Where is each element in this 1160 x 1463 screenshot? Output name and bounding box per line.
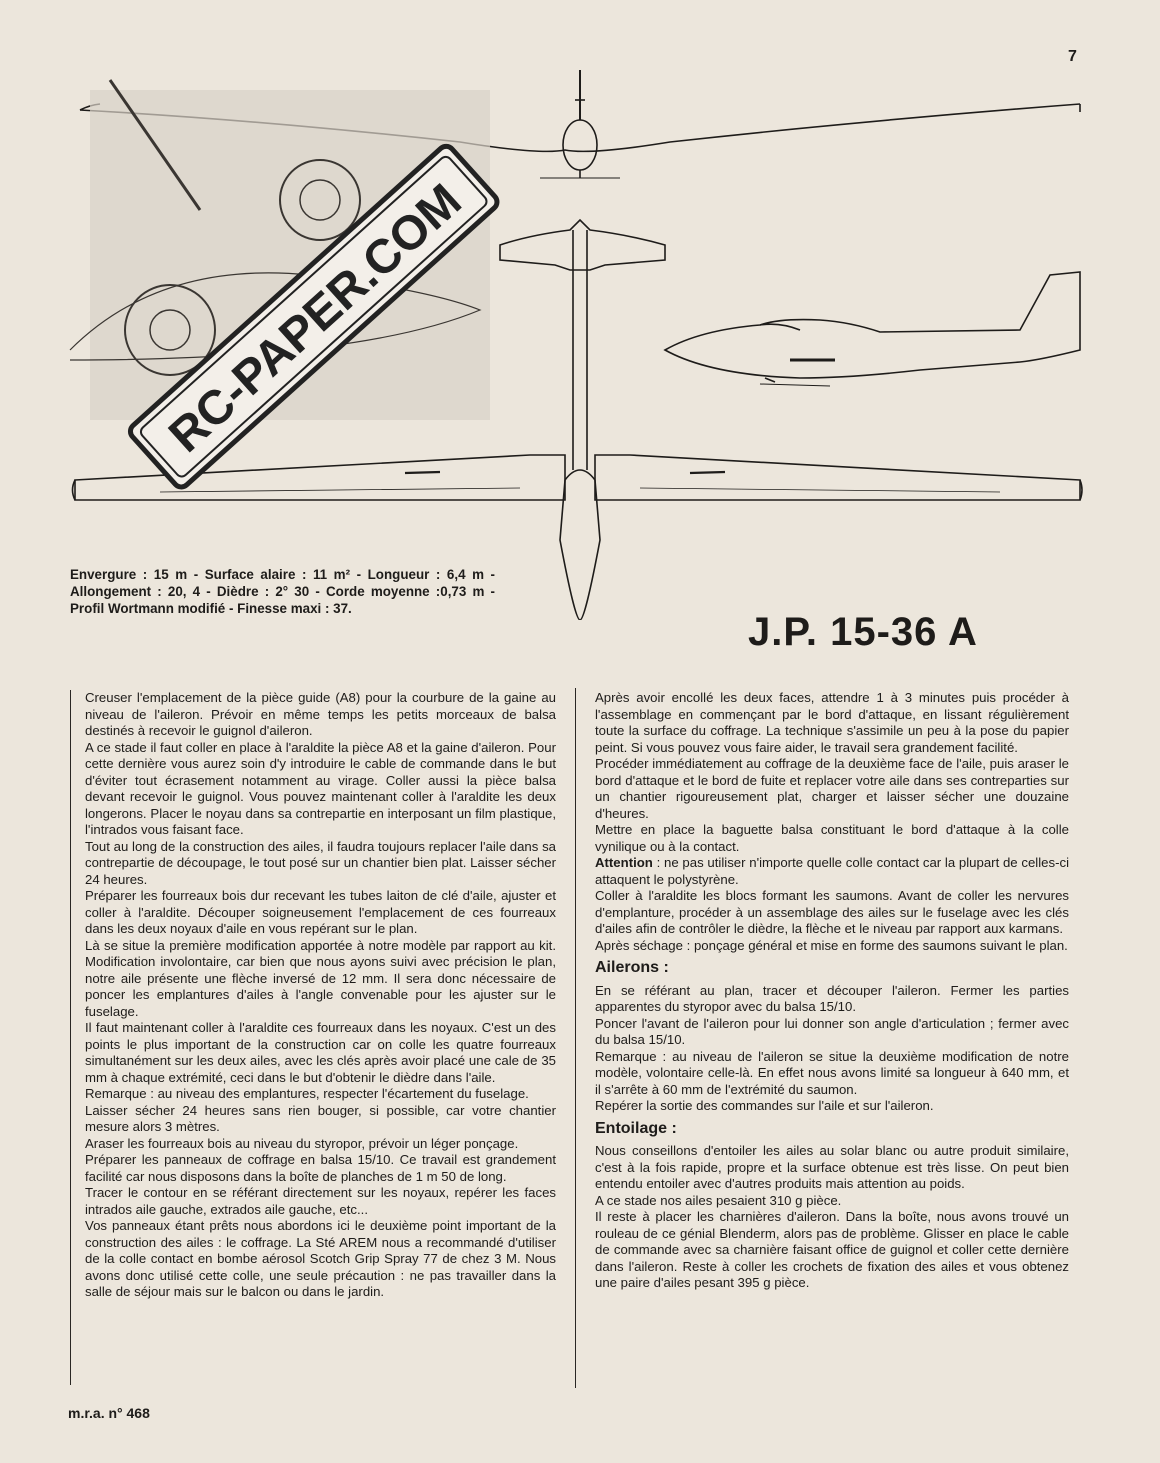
paragraph: Après avoir encollé les deux faces, attendre 1 à 3 minutes puis procéder à l'assemblage en commençant par le bord d'attaque, en lissant régulièrement toute la surface du coffrage. La technique s'assimile un peu à la pose du papier peint. Si vous pouvez vous faire aider, le travail sera grandement facilité. <box>595 690 1069 755</box>
glider-three-view-drawing <box>60 60 1100 620</box>
paragraph: Remarque : au niveau des emplantures, respecter l'écartement du fuselage. <box>85 1086 529 1101</box>
specifications: Envergure : 15 m - Surface alaire : 11 m² - Longueur : 6,4 m - Allongement : 20, 4 - Dièdre : 2° 30 - Corde moyenne :0,73 m - Profil Wortmann modifié - Finesse maxi : 37. <box>70 567 495 616</box>
paragraph: Vos panneaux étant prêts nous abordons ici le deuxième point important de la construction des ailes : le coffrage. La Sté AREM nous a recommandé d'utiliser de la colle contact en bombe aérosol Scotch Grip Spray 77 de chez 3 M. Nous avons donc utilisé cette colle, une seule précaution : ne pas travailler dans la salle de séjour mais sur le balcon ou dans le jardin. <box>85 1218 556 1299</box>
svg-text:RC-PAPER.COM: RC-PAPER.COM <box>159 174 472 463</box>
paragraph: En se référant au plan, tracer et découper l'aileron. Fermer les parties apparentes du styropor avec du balsa 15/10. <box>595 982 1069 1014</box>
side-view <box>665 272 1080 386</box>
paragraph: Préparer les fourreaux bois dur recevant les tubes laiton de clé d'aile, ajuster et coller à l'araldite. Découper soigneusement l'emplacement de ces fourreaux dans les deux noyaux d'aile en vous repérant sur le plan. <box>85 888 556 936</box>
paragraph: Procéder immédiatement au coffrage de la deuxième face de l'aile, puis araser le bord d'attaque et le bord de fuite et replacer votre aile dans ses contreparties sur un chantier rigoureusement plat, charger et laisser sécher une douzaine d'heures. <box>595 756 1069 821</box>
paragraph: Préparer les panneaux de coffrage en balsa 15/10. Ce travail est grandement facilité car nous disposons dans la boîte de planches de 1 m 50 de long. <box>85 1152 556 1184</box>
page-number: 7 <box>1068 48 1077 65</box>
paragraph: Mettre en place la baguette balsa constituant le bord d'attaque à la colle vynilique ou à la contact. <box>595 822 1069 854</box>
right-column <box>595 690 1069 1292</box>
paragraph: Tracer le contour en se référant directement sur les noyaux, repérer les faces intrados aile gauche, extrados aile gauche, etc... <box>85 1185 556 1217</box>
entoilage-heading: Entoilage : <box>595 1119 677 1137</box>
attention-paragraph <box>595 855 1069 888</box>
paragraph: Repérer la sortie des commandes sur l'aile et sur l'aileron. <box>595 1098 934 1113</box>
paragraph: Remarque : au niveau de l'aileron se situe la deuxième modification de notre modèle, volontaire celle-là. En effet nous avons limité sa longueur à 640 mm, et il s'arrête à 60 mm de l'extrémité du saumon. <box>595 1048 1069 1097</box>
attention-text: : ne pas utiliser n'importe quelle colle contact car la plupart de celles-ci attaquent le polystyrène. <box>595 855 1069 887</box>
attention-label: Attention <box>595 855 653 870</box>
paragraph: Il reste à placer les charnières d'aileron. Dans la boîte, nous avons trouvé un rouleau de ce génial Blenderm, alors pas de problème. Glisser en place le cable de commande avec sa charnière faisant office de guignol et coller cette dernière dans l'aileron. Reste à coller les crochets de fixation des ailes et vous obtenez une paire d'ailes pesant 395 g pièce. <box>595 1209 1069 1290</box>
paragraph: A ce stade il faut coller en place à l'araldite la pièce A8 et la gaine d'aileron. Pour cette dernière vous aurez soin d'y introduire le cable de commande dans le but d'éviter tout écrasement notamment au virage. Coller aussi la pièce balsa devant recevoir le guignol. Vous pouvez maintenant coller à l'araldite les deux longerons. Placer le noyau dans sa contrepartie en interposant un film plastique, l'intrados vous faisant face. <box>85 739 556 837</box>
paragraph: Tout au long de la construction des ailes, il faudra toujours replacer l'aile dans sa contrepartie de découpage, le tout posé sur un chantier bien plat. Laisser sécher 24 heures. <box>85 838 556 887</box>
paragraph: Après séchage : ponçage général et mise en forme des saumons suivant le plan. <box>595 937 1068 953</box>
column-divider <box>575 688 576 1388</box>
left-column <box>85 690 556 1301</box>
paragraph: Nous conseillons d'entoiler les ailes au solar blanc ou autre produit similaire, c'est à la fois rapide, propre et la surface obtenue est très lisse. On peut bien entendu entoiler avec d'autres produits mais attention au poids. <box>595 1143 1069 1191</box>
ailerons-heading: Ailerons : <box>595 959 669 976</box>
paragraph: A ce stade nos ailes pesaient 310 g pièce. <box>595 1192 842 1208</box>
paragraph: Creuser l'emplacement de la pièce guide (A8) pour la courbure de la gaine au niveau de l'aileron. Prévoir en même temps les petits morceaux de balsa destinés à recevoir le guignol d'aileron. <box>85 690 556 738</box>
paragraph: Là se situe la première modification apportée à notre modèle par rapport au kit. Modification involontaire, car bien que nous ayons suivi avec précision le plan, notre aile présente une flèche inversé de 12 mm. Il sera donc nécessaire de poncer les emplantures d'ailes à l'angle convenable pour les ajuster sur le fuselage. <box>85 937 556 1019</box>
paragraph: Araser les fourreaux bois au niveau du styropor, prévoir un léger ponçage. <box>85 1135 519 1151</box>
footer-issue: m.r.a. n° 468 <box>68 1405 150 1421</box>
paragraph: Laisser sécher 24 heures sans rien bouger, si possible, car votre chantier mesure alors 3 mètres. <box>85 1102 556 1134</box>
model-title: J.P. 15-36 A <box>748 610 978 654</box>
paragraph: Coller à l'araldite les blocs formant les saumons. Avant de coller les nervures d'emplanture, procéder à un assemblage des ailes sur le fuselage avec les clés d'ailes afin de contrôler le dièdre, la flèche et le niveau par rapport aux karmans. <box>595 888 1069 936</box>
paragraph: Poncer l'avant de l'aileron pour lui donner son angle d'articulation ; fermer avec du balsa 15/10. <box>595 1015 1069 1047</box>
paragraph: Il faut maintenant coller à l'araldite ces fourreaux dans les noyaux. C'est un des points le plus important de la construction car on colle les quatre fourreaux simultanément sur les deux ailes, avec les clés après avoir placé une cale de 35 mm à chaque extrémité, ceci dans le but d'obtenir le dièdre dans l'aile. <box>85 1020 556 1085</box>
left-rule <box>70 690 71 1385</box>
